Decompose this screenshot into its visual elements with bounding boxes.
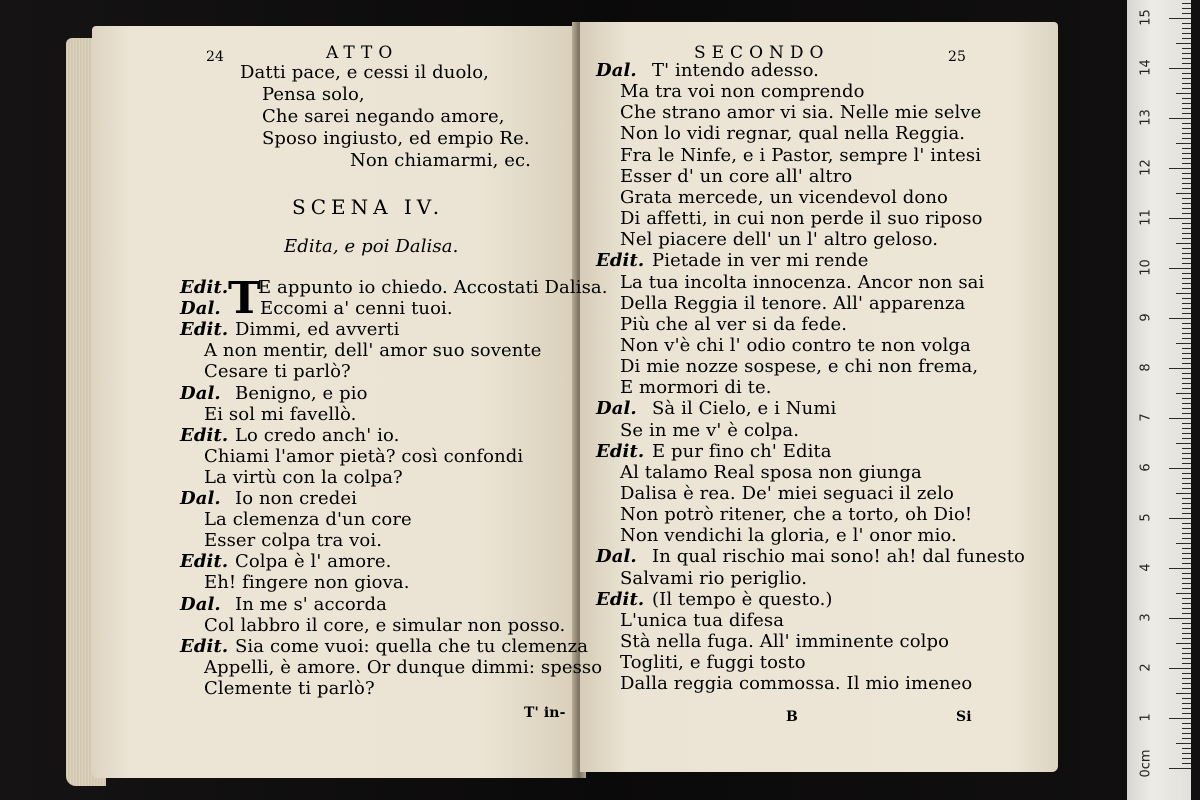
dialogue-line: Più che al ver si da fede. [620, 313, 848, 335]
ruler-tick [1182, 258, 1191, 259]
speaker-label: Edit. [180, 424, 229, 446]
ruler-tick [1182, 573, 1191, 574]
ruler-tick [1169, 568, 1191, 569]
ruler-tick [1182, 738, 1191, 739]
speaker-label: Dal. [596, 398, 637, 420]
ruler-tick [1182, 753, 1191, 754]
ruler-tick [1182, 223, 1191, 224]
ruler-number: 4 [1138, 563, 1154, 572]
dialogue-line: Se in me v' è colpa. [620, 419, 800, 441]
speaker-label: Dal. [596, 546, 637, 568]
ruler-tick [1182, 358, 1191, 359]
ruler-tick [1169, 168, 1191, 169]
ruler-tick [1182, 748, 1191, 749]
ruler-tick [1182, 388, 1191, 389]
aria-line: Datti pace, e cessi il duolo, [240, 62, 490, 83]
ruler-tick [1182, 588, 1191, 589]
right-catchword: Si [956, 709, 972, 725]
ruler-tick [1182, 723, 1191, 724]
ruler-tick [1182, 348, 1191, 349]
ruler-tick [1182, 313, 1191, 314]
ruler-number: 8 [1138, 363, 1154, 372]
dialogue-line: Lo credo anch' io. [235, 424, 400, 446]
speaker-label: Dal. [180, 593, 221, 615]
ruler-tick [1182, 8, 1191, 9]
ruler-tick [1182, 278, 1191, 279]
ruler-tick [1182, 448, 1191, 449]
right-page-number: 25 [948, 49, 967, 65]
ruler-number: 9 [1138, 313, 1154, 322]
ruler-tick [1182, 183, 1191, 184]
ruler-tick [1182, 613, 1191, 614]
ruler-tick [1182, 473, 1191, 474]
dialogue-line: Non lo vidi regnar, qual nella Reggia. [620, 123, 966, 145]
dialogue-line: Togliti, e fuggi tosto [620, 652, 806, 674]
ruler-tick [1169, 668, 1191, 669]
ruler-tick [1182, 533, 1191, 534]
dialogue-line: Dalisa è rea. De' miei seguaci il zelo [620, 483, 954, 504]
ruler-tick [1169, 368, 1191, 369]
ruler-tick [1182, 133, 1191, 134]
dialogue-line: Non v'è chi l' odio contro te non volga [620, 334, 971, 356]
ruler-tick [1182, 308, 1191, 309]
ruler-unit-label: 0cm [1138, 749, 1154, 778]
ruler-tick [1182, 83, 1191, 84]
ruler-tick [1182, 138, 1191, 139]
ruler-tick [1182, 63, 1191, 64]
ruler-tick [1176, 643, 1191, 644]
ruler-number: 6 [1138, 463, 1154, 472]
speaker-label: Edit. [180, 635, 229, 657]
speaker-label: Edit. [596, 250, 645, 272]
ruler-tick [1182, 123, 1191, 124]
ruler-tick [1182, 378, 1191, 379]
speaker-label: Dal. [180, 298, 221, 320]
dialogue-line: La tua incolta innocenza. Ancor non sai [620, 271, 985, 293]
ruler-tick [1182, 513, 1191, 514]
ruler-tick [1169, 68, 1191, 69]
ruler-tick [1182, 283, 1191, 284]
dialogue-line: In qual rischio mai sono! ah! dal funesto [652, 546, 1025, 568]
ruler-tick [1169, 418, 1191, 419]
ruler-tick [1182, 298, 1191, 299]
ruler-tick [1176, 193, 1191, 194]
ruler-number: 15 [1138, 9, 1154, 26]
dialogue-line: Non vendichi la gloria, e l' onor mio. [620, 525, 957, 547]
ruler-tick [1182, 213, 1191, 214]
ruler-tick [1182, 248, 1191, 249]
ruler-tick [1182, 158, 1191, 159]
dialogue-line: In me s' accorda [235, 593, 387, 615]
dialogue-line: Che strano amor vi sia. Nelle mie selve [620, 102, 982, 124]
ruler-tick [1182, 23, 1191, 24]
ruler-tick [1182, 648, 1191, 649]
ruler-tick [1182, 628, 1191, 629]
ruler-tick [1182, 323, 1191, 324]
dialogue-line: Stà nella fuga. All' imminente colpo [620, 631, 950, 653]
ruler-tick [1176, 443, 1191, 444]
ruler-number: 11 [1138, 209, 1154, 226]
ruler-number: 3 [1138, 613, 1154, 622]
ruler-tick [1182, 438, 1191, 439]
ruler-tick [1182, 633, 1191, 634]
signature-mark: B [786, 709, 798, 725]
ruler-tick [1169, 318, 1191, 319]
ruler-tick [1182, 253, 1191, 254]
ruler-tick [1182, 558, 1191, 559]
ruler-tick [1182, 413, 1191, 414]
speaker-label: Edit. [596, 588, 645, 610]
ruler-tick [1182, 578, 1191, 579]
ruler-number: 7 [1138, 413, 1154, 422]
ruler-number: 12 [1138, 159, 1154, 176]
ruler-tick [1182, 563, 1191, 564]
ruler-tick [1182, 678, 1191, 679]
dialogue-line: E pur fino ch' Edita [652, 440, 832, 462]
ruler-tick [1182, 398, 1191, 399]
ruler-number: 5 [1138, 513, 1154, 522]
ruler-tick [1169, 518, 1191, 519]
ruler-tick [1182, 658, 1191, 659]
ruler-tick [1182, 453, 1191, 454]
aria-line: Pensa solo, [262, 84, 365, 105]
drop-capital: T [228, 273, 261, 324]
left-page-number: 24 [206, 49, 225, 65]
ruler-tick [1182, 338, 1191, 339]
ruler-tick [1182, 483, 1191, 484]
dialogue-line: Chiami l'amor pietà? così confondi [204, 445, 524, 467]
ruler-number: 10 [1138, 259, 1154, 276]
speaker-label: Edit. [180, 277, 229, 298]
ruler-tick [1182, 478, 1191, 479]
dialogue-line: Esser d' un core all' altro [620, 165, 853, 187]
ruler-tick [1182, 698, 1191, 699]
ruler-tick [1182, 113, 1191, 114]
ruler-tick [1182, 263, 1191, 264]
speaker-label: Dal. [180, 382, 221, 404]
dialogue-line: Clemente ti parlò? [204, 677, 375, 699]
ruler-tick [1182, 708, 1191, 709]
dialogue-line: La virtù con la colpa? [204, 466, 403, 488]
ruler-tick [1182, 703, 1191, 704]
ruler-tick [1182, 238, 1191, 239]
ruler-tick [1176, 693, 1191, 694]
ruler-tick [1182, 523, 1191, 524]
ruler-tick [1182, 423, 1191, 424]
ruler-tick [1182, 78, 1191, 79]
ruler-tick [1182, 688, 1191, 689]
ruler-tick [1182, 208, 1191, 209]
dialogue-line: La clemenza d'un core [204, 509, 412, 531]
ruler-number: 2 [1138, 663, 1154, 672]
ruler-tick [1182, 503, 1191, 504]
ruler-tick [1176, 143, 1191, 144]
ruler-tick [1182, 303, 1191, 304]
ruler-tick [1182, 608, 1191, 609]
aria-line: Che sarei negando amore, [262, 106, 505, 127]
ruler-tick [1176, 293, 1191, 294]
ruler-tick [1182, 33, 1191, 34]
ruler-tick [1176, 743, 1191, 744]
ruler-tick [1182, 673, 1191, 674]
dialogue-line: Benigno, e pio [235, 382, 368, 404]
ruler-tick [1182, 333, 1191, 334]
dialogue-line: L'unica tua difesa [620, 609, 785, 631]
ruler-tick [1182, 603, 1191, 604]
speaker-label: Edit. [596, 440, 645, 462]
ruler-tick [1182, 353, 1191, 354]
ruler-tick [1182, 288, 1191, 289]
ruler-tick [1182, 163, 1191, 164]
ruler-tick [1182, 623, 1191, 624]
speaker-label: Dal. [596, 60, 637, 81]
dialogue-line: Sà il Cielo, e i Numi [652, 398, 837, 420]
ruler-tick [1182, 758, 1191, 759]
ruler-tick [1182, 538, 1191, 539]
ruler-tick [1182, 463, 1191, 464]
ruler-tick [1182, 508, 1191, 509]
ruler-tick [1182, 528, 1191, 529]
dialogue-line: Al talamo Real sposa non giunga [620, 461, 922, 483]
dialogue-line: Io non credei [235, 488, 357, 509]
dialogue-line: (Il tempo è questo.) [652, 588, 833, 610]
ruler-tick [1176, 343, 1191, 344]
ruler-tick [1182, 428, 1191, 429]
ruler-tick [1182, 13, 1191, 14]
ruler-tick [1182, 53, 1191, 54]
ruler-tick [1176, 593, 1191, 594]
ruler-tick [1182, 233, 1191, 234]
ruler-tick [1182, 98, 1191, 99]
ruler-tick [1169, 718, 1191, 719]
measuring-ruler [1127, 0, 1191, 800]
dialogue-line: Non potrò ritener, che a torto, oh Dio! [620, 504, 973, 526]
ruler-tick [1182, 408, 1191, 409]
dialogue-line: Colpa è l' amore. [235, 551, 392, 573]
ruler-tick [1169, 18, 1191, 19]
dialogue-line: Salvami rio periglio. [620, 567, 808, 589]
ruler-tick [1182, 553, 1191, 554]
ruler-tick [1169, 468, 1191, 469]
ruler-tick [1182, 38, 1191, 39]
ruler-tick [1182, 273, 1191, 274]
aria-line: Sposo ingiusto, ed empio Re. [262, 128, 530, 149]
ruler-tick [1176, 93, 1191, 94]
dialogue-line: Sia come vuoi: quella che tu clemenza [235, 635, 589, 657]
left-running-head: ATTO [326, 43, 399, 63]
ruler-tick [1176, 243, 1191, 244]
ruler-tick [1169, 268, 1191, 269]
ruler-tick [1182, 153, 1191, 154]
dialogue-line: Dimmi, ed avverti [235, 319, 400, 341]
ruler-tick [1182, 598, 1191, 599]
ruler-tick [1182, 683, 1191, 684]
ruler-tick [1169, 218, 1191, 219]
ruler-tick [1182, 228, 1191, 229]
ruler-tick [1169, 118, 1191, 119]
ruler-tick [1182, 88, 1191, 89]
left-catchword: T' in- [524, 705, 566, 721]
ruler-tick [1182, 58, 1191, 59]
dialogue-line: Grata mercede, un vicendevol dono [620, 186, 948, 208]
ruler-tick [1182, 638, 1191, 639]
ruler-tick [1169, 618, 1191, 619]
dialogue-line: Fra le Ninfe, e i Pastor, sempre l' intesi [620, 144, 982, 166]
dialogue-line: Di affetti, in cui non perde il suo riposo [620, 208, 983, 230]
dialogue-line: Eh! fingere non giova. [204, 572, 410, 594]
ruler-tick [1182, 728, 1191, 729]
ruler-tick [1182, 188, 1191, 189]
ruler-tick [1182, 458, 1191, 459]
ruler-tick [1182, 383, 1191, 384]
ruler-tick [1182, 48, 1191, 49]
ruler-tick [1182, 148, 1191, 149]
ruler-tick [1182, 363, 1191, 364]
ruler-tick [1182, 128, 1191, 129]
ruler-tick [1182, 548, 1191, 549]
ruler-tick [1169, 768, 1191, 769]
ruler-tick [1182, 653, 1191, 654]
right-running-head: SECONDO [694, 43, 830, 63]
scene-characters: Edita, e poi Dalisa. [284, 236, 459, 257]
ruler-tick [1176, 393, 1191, 394]
dialogue-line: Ei sol mi favellò. [204, 403, 357, 425]
dialogue-line: Ma tra voi non comprendo [620, 81, 865, 103]
dialogue-line: Dalla reggia commossa. Il mio imeneo [620, 673, 973, 695]
dialogue-line: E appunto io chiedo. Accostati Dalisa. [258, 277, 608, 298]
ruler-tick [1182, 173, 1191, 174]
speaker-label: Edit. [180, 551, 229, 573]
ruler-tick [1176, 43, 1191, 44]
scene-title: SCENA IV. [292, 195, 445, 219]
ruler-tick [1182, 203, 1191, 204]
ruler-tick [1182, 763, 1191, 764]
ruler-tick [1176, 543, 1191, 544]
aria-end: Non chiamarmi, ec. [350, 150, 531, 171]
ruler-number: 14 [1138, 59, 1154, 76]
ruler-number: 13 [1138, 109, 1154, 126]
dialogue-line: Della Reggia il tenore. All' apparenza [620, 292, 966, 314]
ruler-tick [1182, 108, 1191, 109]
ruler-tick [1182, 373, 1191, 374]
dialogue-line: Col labbro il core, e simular non posso. [204, 614, 566, 636]
ruler-tick [1182, 73, 1191, 74]
ruler-tick [1182, 178, 1191, 179]
ruler-tick [1182, 3, 1191, 4]
dialogue-line: E mormori di te. [620, 377, 772, 399]
dialogue-line: Eccomi a' cenni tuoi. [260, 298, 453, 320]
ruler-tick [1182, 733, 1191, 734]
ruler-tick [1182, 663, 1191, 664]
ruler-number: 1 [1138, 713, 1154, 722]
dialogue-line: Esser colpa tra voi. [204, 530, 383, 552]
ruler-tick [1176, 493, 1191, 494]
dialogue-line: Appelli, è amore. Or dunque dimmi: spesso [204, 656, 603, 678]
ruler-tick [1182, 403, 1191, 404]
ruler-tick [1182, 583, 1191, 584]
dialogue-line: T' intendo adesso. [652, 60, 820, 81]
ruler-tick [1182, 488, 1191, 489]
ruler-tick [1182, 198, 1191, 199]
speaker-label: Edit. [180, 319, 229, 341]
ruler-tick [1182, 498, 1191, 499]
dialogue-line: A non mentir, dell' amor suo sovente [204, 340, 542, 362]
ruler-tick [1182, 328, 1191, 329]
dialogue-line: Di mie nozze sospese, e chi non frema, [620, 356, 979, 378]
ruler-tick [1182, 433, 1191, 434]
dialogue-line: Cesare ti parlò? [204, 361, 351, 383]
dialogue-line: Nel piacere dell' un l' altro geloso. [620, 229, 939, 251]
speaker-label: Dal. [180, 488, 221, 509]
dialogue-line: Pietade in ver mi rende [652, 250, 869, 272]
ruler-tick [1182, 713, 1191, 714]
ruler-tick [1182, 103, 1191, 104]
ruler-tick [1182, 28, 1191, 29]
